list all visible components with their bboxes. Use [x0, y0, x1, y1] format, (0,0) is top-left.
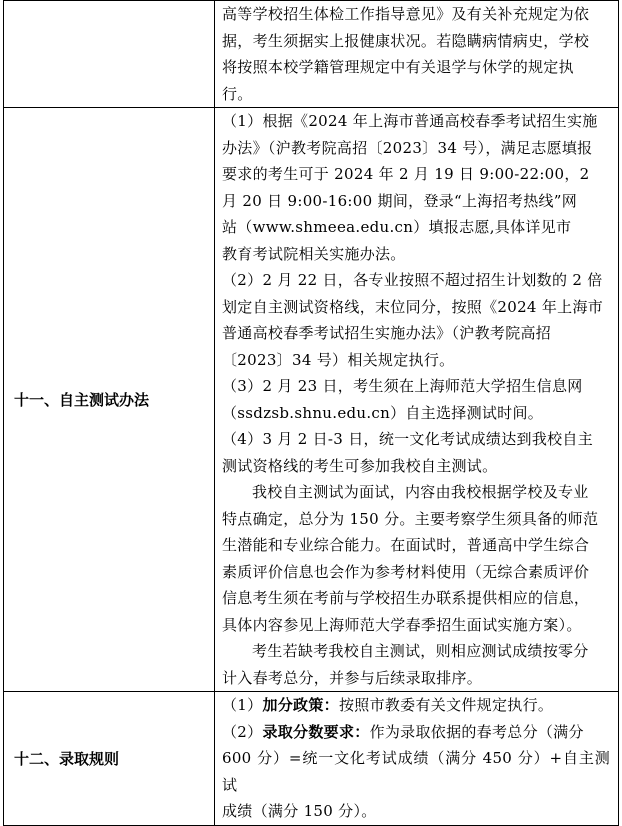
text-line: 生潜能和专业综合能力。在面试时，普通高中学生综合 [222, 536, 590, 554]
item-heading: 录取分数要求： [262, 722, 370, 741]
text-line: 计入春考总分，并参与后续录取排序。 [222, 668, 483, 687]
text-line: 我校自主测试为面试，内容由我校根据学校及专业 [252, 483, 589, 501]
section-title-admission-rules: 十二、录取规则 [4, 692, 215, 826]
text-line: （2）2 月 22 日，各专业按照不超过招生计划数的 2 倍 [222, 271, 603, 289]
rule-item-bonus [222, 692, 610, 719]
text-line: （1）根据《2024 年上海市普通高校春季考试招生实施 [222, 112, 598, 130]
text-line: 600 分）=统一文化考试成绩（满分 450 分）+自主测试 [222, 749, 610, 794]
text-line: 办法》（沪教考院高招〔2023〕34 号），满足志愿填报 [222, 138, 593, 157]
text-line: 将按照本校学籍管理规定中有关退学与休学的规定执 [222, 58, 574, 76]
previous-content-cell [215, 1, 619, 108]
empty-label-cell [4, 1, 215, 108]
text-line: （4）3 月 2 日-3 日，统一文化考试成绩达到我校自主 [222, 430, 594, 448]
text-line: 行。 [222, 84, 253, 103]
table-row-previous [4, 1, 619, 108]
table-row-admission-rules [4, 692, 619, 826]
text-line: 高等学校招生体检工作指导意见》及有关补充规定为依 [222, 5, 590, 23]
text-line: 要求的考生可于 2024 年 2 月 19 日 9:00-22:00，2 [222, 165, 590, 183]
text-line: 月 20 日 9:00-16:00 期间，登录“上海招考热线”网 [222, 191, 578, 210]
text-line: 〔2023〕34 号）相关规定执行。 [222, 350, 455, 369]
text-line: 具体内容参见上海师范大学春季招生面试实施方案）。 [222, 615, 582, 634]
item-text: 按照市教委有关文件规定执行。 [338, 696, 554, 714]
table-row-self-test [4, 108, 619, 692]
item-number: （1） [222, 696, 263, 714]
section-title-self-test: 十一、自主测试办法 [4, 108, 215, 692]
text-line: 成绩（满分 150 分）。 [222, 802, 377, 820]
text-line: 特点确定，总分为 150 分。主要考察学生须具备的师范 [222, 509, 599, 528]
text-line: （3）2 月 23 日，考生须在上海师范大学招生信息网 [222, 377, 583, 395]
text-line: 教育考试院相关实施办法。 [222, 244, 406, 263]
admission-rules-content-cell [215, 692, 619, 826]
admission-table [3, 0, 619, 826]
text-line: 测试资格线的考生可参加我校自主测试。 [222, 456, 498, 475]
text-line: 普通高校春季考试招生实施办法》（沪教考院高招 [222, 324, 552, 342]
item-text: 作为录取依据的春考总分（满分 [369, 722, 584, 741]
text-line: 据，考生须据实上报健康状况。若隐瞒病情病史，学校 [222, 31, 590, 50]
text-line: 站（www.shmeea.edu.cn）填报志愿,具体详见市 [222, 218, 572, 236]
text-line: 素质评价信息也会作为参考材料使用（无综合素质评价 [222, 562, 590, 581]
text-line: 划定自主测试资格线，末位同分，按照《2024 年上海市 [222, 297, 604, 316]
text-line: 信息考生须在考前与学校招生办联系提供相应的信息， [222, 589, 590, 607]
text-line: （ssdzsb.shnu.edu.cn）自主选择测试时间。 [222, 403, 544, 422]
self-test-content-cell [215, 108, 619, 692]
rule-item-score [222, 719, 610, 746]
item-heading: 加分政策： [262, 696, 339, 714]
item-number: （2） [222, 722, 263, 741]
text-line: 考生若缺考我校自主测试，则相应测试成绩按零分 [252, 642, 589, 660]
